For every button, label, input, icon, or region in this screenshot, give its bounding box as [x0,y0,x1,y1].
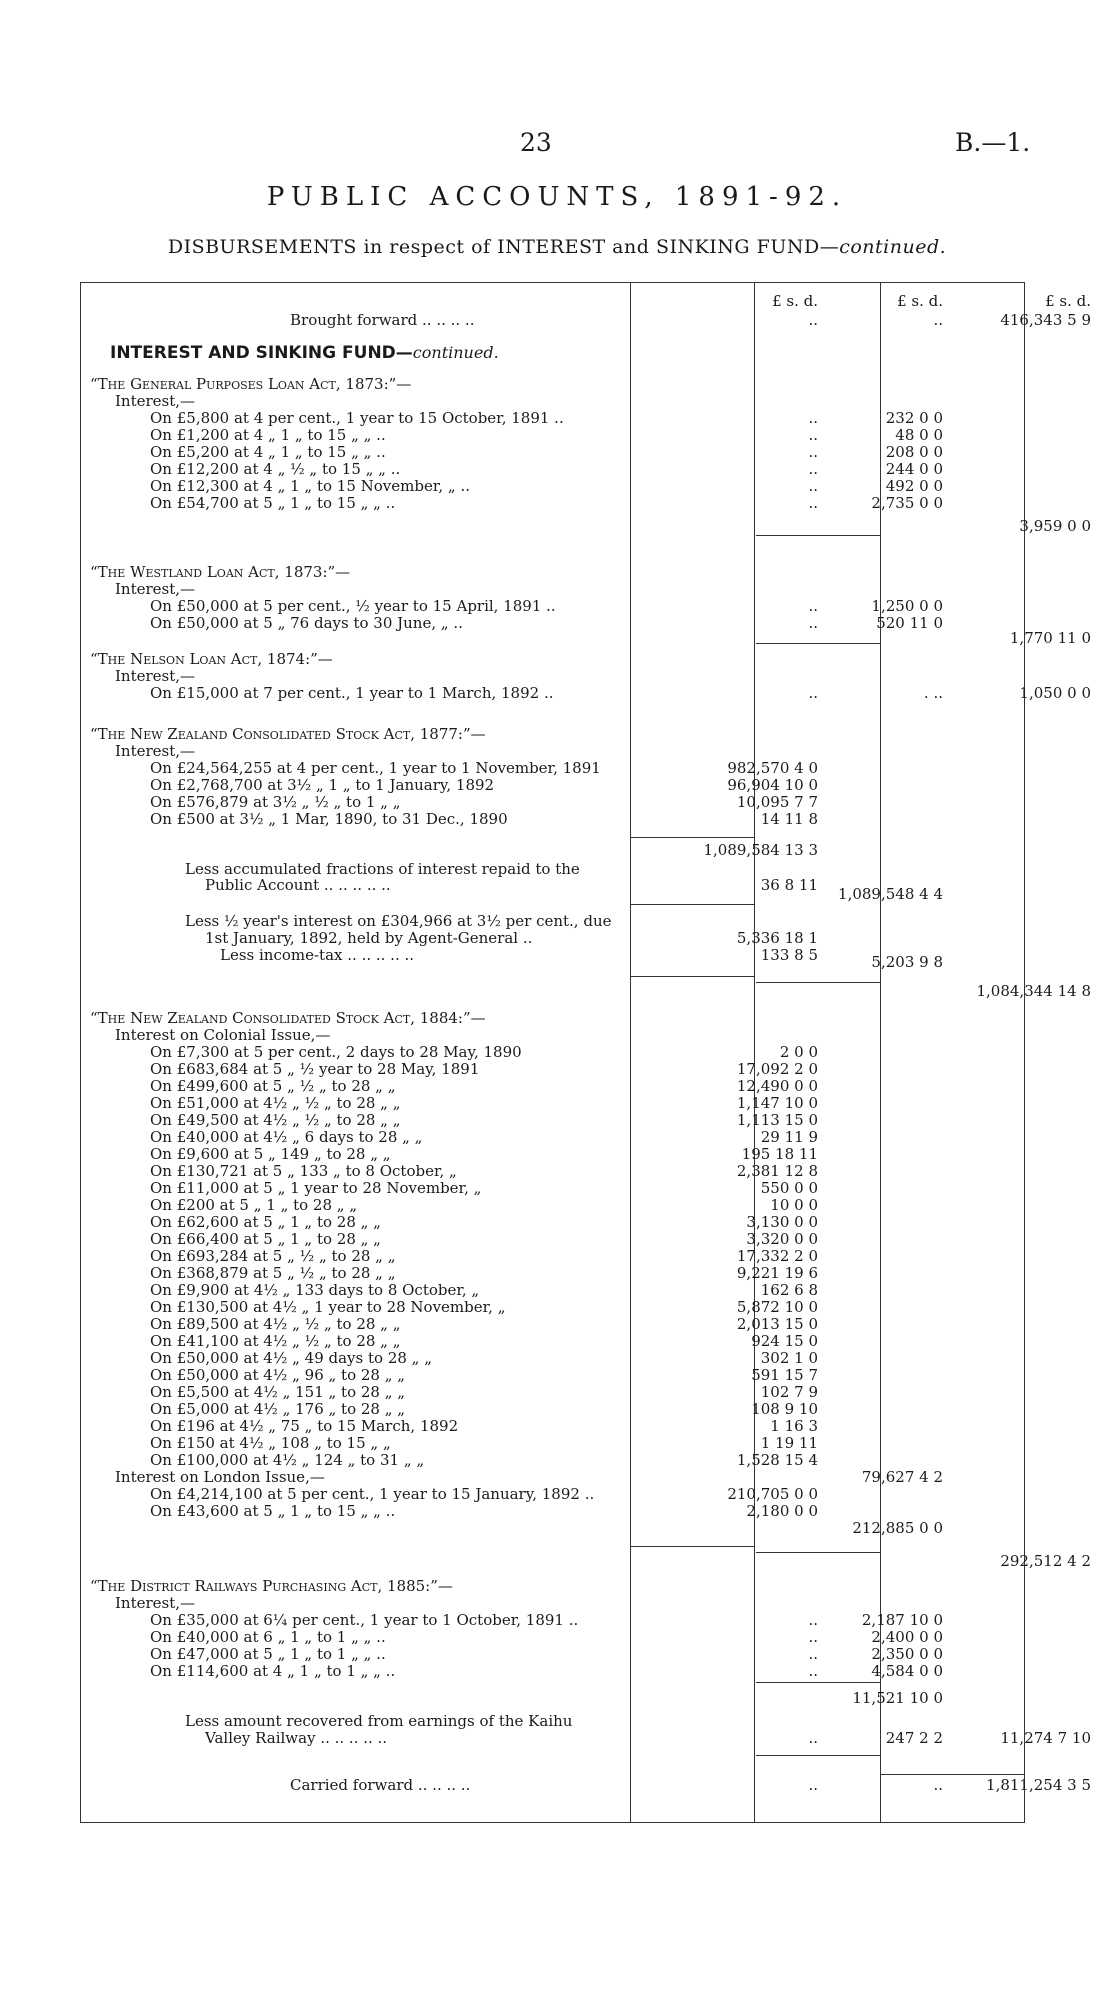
table-row [80,886,1100,903]
page-title: PUBLIC ACCOUNTS, 1891-92. [266,182,848,212]
table-row [80,1469,1100,1486]
row-description: On £12,300 at 4 „ 1 „ to 15 November, „ .. [150,477,470,495]
amount-column-1: 96,904 10 0 [727,776,818,794]
table-row [80,777,1100,794]
table-row [80,913,1100,930]
amount-column-1: .. [808,1729,818,1747]
amount-column-1: 550 0 0 [760,1179,818,1197]
amount-column-2: 1,250 0 0 [871,597,943,615]
table-row [80,1663,1100,1680]
table-row [80,1197,1100,1214]
table-row [80,726,1100,743]
subtotal-rule [881,1774,1024,1775]
amount-column-2: . .. [923,684,943,702]
table-row [80,743,1100,760]
page-subtitle [0,236,1114,258]
row-description: On £196 at 4½ „ 75 „ to 15 March, 1892 [150,1417,459,1435]
amount-column-1: 5,872 10 0 [736,1298,818,1316]
row-description: On £50,000 at 5 „ 76 days to 30 June, „ .. [150,614,463,632]
row-description: On £24,564,255 at 4 per cent., 1 year to 1 November, 1891 [150,759,601,777]
column-header-2: £ s. d. [897,292,943,310]
amount-column-2: .. [933,1776,943,1794]
row-description: Less ½ year's interest on £304,966 at 3½ per cent., due [185,912,612,930]
amount-column-2: 5,203 9 8 [871,953,943,971]
row-description: On £66,400 at 5 „ 1 „ to 28 „ „ [150,1230,381,1248]
table-row [80,518,1100,535]
table-row [80,651,1100,668]
row-description: Interest on London Issue,— [115,1468,325,1486]
row-description: On £683,684 at 5 „ ½ year to 28 May, 1891 [150,1060,480,1078]
table-row [80,1333,1100,1350]
amount-column-1: .. [808,409,818,427]
column-header-1: £ s. d. [772,292,818,310]
amount-column-3: 292,512 4 2 [1000,1552,1091,1570]
amount-column-1: .. [808,597,818,615]
row-description: On £41,100 at 4½ „ ½ „ to 28 „ „ [150,1332,401,1350]
amount-column-1: .. [808,1662,818,1680]
document-reference: B.—1. [955,128,1031,157]
table-row [80,1112,1100,1129]
table-row [80,1316,1100,1333]
row-description: Less accumulated fractions of interest repaid to the [185,860,580,878]
row-description: On £54,700 at 5 „ 1 „ to 15 „ „ .. [150,494,396,512]
row-description: On £4,214,100 at 5 per cent., 1 year to 15 January, 1892 .. [150,1485,595,1503]
amount-column-2: 4,584 0 0 [871,1662,943,1680]
table-row [80,393,1100,410]
row-description: On £130,721 at 5 „ 133 „ to 8 October, „ [150,1162,457,1180]
row-description: On £100,000 at 4½ „ 124 „ to 31 „ „ [150,1451,425,1469]
amount-column-2: 492 0 0 [885,477,943,495]
table-row [80,1282,1100,1299]
subtotal-rule [756,1755,880,1756]
row-description: 1st January, 1892, held by Agent-General .. [205,929,533,947]
amount-column-1: .. [808,684,818,702]
amount-column-1: .. [808,614,818,632]
act-heading: “The Westland Loan Act, 1873:”— [90,563,351,581]
row-description: On £43,600 at 5 „ 1 „ to 15 „ „ .. [150,1502,396,1520]
table-row [80,668,1100,685]
amount-column-1: 10,095 7 7 [736,793,818,811]
table-row [80,1299,1100,1316]
table-row [80,410,1100,427]
amount-column-2: 247 2 2 [885,1729,943,1747]
amount-column-3: 1,770 11 0 [1009,629,1091,647]
table-row [80,312,1100,329]
row-description: On £5,800 at 4 per cent., 1 year to 15 October, 1891 .. [150,409,564,427]
table-row [80,1629,1100,1646]
amount-column-1: 1 19 11 [760,1434,818,1452]
table-row [80,1180,1100,1197]
table-row [80,954,1100,971]
table-row [80,1265,1100,1282]
row-description: On £49,500 at 4½ „ ½ „ to 28 „ „ [150,1111,401,1129]
amount-column-2: 48 0 0 [895,426,943,444]
page-number: 23 [520,128,552,157]
amount-column-1: 210,705 0 0 [727,1485,818,1503]
table-row [80,1713,1100,1730]
row-description: On £5,000 at 4½ „ 176 „ to 28 „ „ [150,1400,406,1418]
table-row [80,1553,1100,1570]
row-description: On £1,200 at 4 „ 1 „ to 15 „ „ .. [150,426,386,444]
table-row [80,1690,1100,1707]
amount-column-1: 924 15 0 [751,1332,818,1350]
subtotal-rule [631,976,754,977]
amount-column-3: 1,084,344 14 8 [976,982,1091,1000]
row-description: Less income-tax .. .. .. .. .. [220,946,415,964]
row-description: On £2,768,700 at 3½ „ 1 „ to 1 January, 1892 [150,776,495,794]
table-row [80,1010,1100,1027]
amount-column-1: .. [808,311,818,329]
table-row [80,1646,1100,1663]
amount-column-2: 2,735 0 0 [871,494,943,512]
amount-column-1: 29 11 9 [760,1128,818,1146]
amount-column-2: 11,521 10 0 [852,1689,943,1707]
table-row [80,842,1100,859]
amount-column-1: .. [808,460,818,478]
table-row [80,1452,1100,1469]
row-description: Carried forward .. .. .. .. [290,1776,471,1794]
amount-column-1: 1,528 15 4 [736,1451,818,1469]
table-row [80,1248,1100,1265]
row-description: On £89,500 at 4½ „ ½ „ to 28 „ „ [150,1315,401,1333]
amount-column-1: .. [808,443,818,461]
act-heading: “The District Railways Purchasing Act, 1885:”— [90,1577,453,1595]
row-description: On £40,000 at 6 „ 1 „ to 1 „ „ .. [150,1628,386,1646]
amount-column-1: 1,113 15 0 [736,1111,818,1129]
amount-column-1: 2,013 15 0 [736,1315,818,1333]
amount-column-3: 3,959 0 0 [1019,517,1091,535]
act-heading: “The New Zealand Consolidated Stock Act, 1884:”— [90,1009,486,1027]
table-row [80,478,1100,495]
amount-column-1: 302 1 0 [760,1349,818,1367]
table-row [80,495,1100,512]
amount-column-1: 3,130 0 0 [746,1213,818,1231]
row-description: On £200 at 5 „ 1 „ to 28 „ „ [150,1196,358,1214]
row-description: Interest,— [115,1594,196,1612]
amount-column-3: 11,274 7 10 [1000,1729,1091,1747]
amount-column-1: 108 9 10 [751,1400,818,1418]
amount-column-1: 195 18 11 [741,1145,818,1163]
amount-column-3: 1,811,254 3 5 [986,1776,1091,1794]
row-description: On £7,300 at 5 per cent., 2 days to 28 May, 1890 [150,1043,522,1061]
amount-column-3: 1,050 0 0 [1019,684,1091,702]
amount-column-1: 3,320 0 0 [746,1230,818,1248]
row-description: On £114,600 at 4 „ 1 „ to 1 „ „ .. [150,1662,396,1680]
row-description: On £11,000 at 5 „ 1 year to 28 November, „ [150,1179,482,1197]
amount-column-1: .. [808,426,818,444]
amount-column-3: 416,343 5 9 [1000,311,1091,329]
row-description: On £15,000 at 7 per cent., 1 year to 1 March, 1892 .. [150,684,554,702]
subtotal-rule [631,904,754,905]
amount-column-1: 591 15 7 [751,1366,818,1384]
column-header-row [80,293,1100,310]
row-description: On £576,879 at 3½ „ ½ „ to 1 „ „ [150,793,401,811]
column-header-3: £ s. d. [1045,292,1091,310]
row-description: Brought forward .. .. .. .. [290,311,475,329]
table-row [80,760,1100,777]
row-description: Interest,— [115,392,196,410]
table-row [80,1595,1100,1612]
subtotal-rule [631,1546,754,1547]
table-row [80,1578,1100,1595]
amount-column-1: 12,490 0 0 [736,1077,818,1095]
amount-column-1: 982,570 4 0 [727,759,818,777]
row-description: On £9,900 at 4½ „ 133 days to 8 October, „ [150,1281,480,1299]
table-row [80,1612,1100,1629]
subtotal-rule [756,1682,880,1683]
row-description: On £368,879 at 5 „ ½ „ to 28 „ „ [150,1264,396,1282]
table-row [80,811,1100,828]
table-row [80,598,1100,615]
row-description: On £51,000 at 4½ „ ½ „ to 28 „ „ [150,1094,401,1112]
amount-column-2: 208 0 0 [885,443,943,461]
amount-column-1: .. [808,1776,818,1794]
row-description: On £499,600 at 5 „ ½ „ to 28 „ „ [150,1077,396,1095]
table-row [80,1350,1100,1367]
table-row [80,1384,1100,1401]
row-description: On £9,600 at 5 „ 149 „ to 28 „ „ [150,1145,391,1163]
amount-column-1: 10 0 0 [770,1196,818,1214]
table-row [80,1061,1100,1078]
amount-column-1: 1 16 3 [770,1417,818,1435]
amount-column-2: 2,400 0 0 [871,1628,943,1646]
row-description: Valley Railway .. .. .. .. .. [205,1729,388,1747]
row-description: On £47,000 at 5 „ 1 „ to 1 „ „ .. [150,1645,386,1663]
row-description: On £12,200 at 4 „ ½ „ to 15 „ „ .. [150,460,401,478]
amount-column-2: 79,627 4 2 [861,1468,943,1486]
table-top-border [80,282,1025,283]
section-heading-continued: continued. [412,343,499,362]
table-row [80,581,1100,598]
row-description: On £50,000 at 4½ „ 49 days to 28 „ „ [150,1349,432,1367]
table-row [80,564,1100,581]
section-heading: INTEREST AND SINKING FUND—continued. [110,343,499,363]
table-row [80,1777,1100,1794]
amount-column-1: 1,089,584 13 3 [703,841,818,859]
table-row [80,983,1100,1000]
row-description: On £40,000 at 4½ „ 6 days to 28 „ „ [150,1128,423,1146]
table-bottom-border [80,1822,1025,1823]
amount-column-2: 520 11 0 [876,614,943,632]
subtotal-rule [756,535,880,536]
amount-column-1: .. [808,1628,818,1646]
act-heading: “The New Zealand Consolidated Stock Act, 1877:”— [90,725,486,743]
row-description: Less amount recovered from earnings of the Kaihu [185,1712,573,1730]
row-description: On £693,284 at 5 „ ½ „ to 28 „ „ [150,1247,396,1265]
amount-column-1: 133 8 5 [760,946,818,964]
table-row [80,1486,1100,1503]
table-row [80,794,1100,811]
amount-column-1: .. [808,494,818,512]
row-description: Interest,— [115,667,196,685]
row-description: On £50,000 at 5 per cent., ½ year to 15 April, 1891 .. [150,597,556,615]
amount-column-1: 9,221 19 6 [736,1264,818,1282]
table-row [80,461,1100,478]
amount-column-2: 2,187 10 0 [861,1611,943,1629]
table-row [80,1163,1100,1180]
table-row [80,1095,1100,1112]
amount-column-2: 244 0 0 [885,460,943,478]
table-row [80,1231,1100,1248]
table-row [80,444,1100,461]
amount-column-1: 17,332 2 0 [736,1247,818,1265]
subtitle-continued: continued. [839,236,947,258]
table-row [80,427,1100,444]
amount-column-1: 14 11 8 [760,810,818,828]
table-row [80,344,1100,361]
amount-column-1: 5,336 18 1 [736,929,818,947]
table-row [80,1129,1100,1146]
amount-column-1: .. [808,477,818,495]
table-row [80,1027,1100,1044]
act-heading: “The General Purposes Loan Act, 1873:”— [90,375,412,393]
table-row [80,1078,1100,1095]
table-row [80,376,1100,393]
amount-column-1: 1,147 10 0 [736,1094,818,1112]
row-description: On £35,000 at 6¼ per cent., 1 year to 1 October, 1891 .. [150,1611,579,1629]
amount-column-2: .. [933,311,943,329]
row-description: On £50,000 at 4½ „ 96 „ to 28 „ „ [150,1366,406,1384]
table-row [80,1367,1100,1384]
amount-column-1: 36 8 11 [760,876,818,894]
amount-column-1: 2,381 12 8 [736,1162,818,1180]
table-row [80,930,1100,947]
table-row [80,1401,1100,1418]
amount-column-1: 2 0 0 [779,1043,818,1061]
amount-column-1: 17,092 2 0 [736,1060,818,1078]
row-description: On £5,500 at 4½ „ 151 „ to 28 „ „ [150,1383,406,1401]
amount-column-2: 212,885 0 0 [852,1519,943,1537]
table-row [80,1730,1100,1747]
amount-column-1: 2,180 0 0 [746,1502,818,1520]
table-row [80,630,1100,647]
amount-column-2: 232 0 0 [885,409,943,427]
table-row [80,1520,1100,1537]
table-row [80,1214,1100,1231]
row-description: Interest,— [115,580,196,598]
amount-column-1: .. [808,1645,818,1663]
table-row [80,1435,1100,1452]
row-description: Interest,— [115,742,196,760]
row-description: On £62,600 at 5 „ 1 „ to 28 „ „ [150,1213,381,1231]
act-heading: “The Nelson Loan Act, 1874:”— [90,650,333,668]
row-description: Interest on Colonial Issue,— [115,1026,331,1044]
row-description: On £5,200 at 4 „ 1 „ to 15 „ „ .. [150,443,386,461]
table-row [80,1503,1100,1520]
amount-column-2: 2,350 0 0 [871,1645,943,1663]
row-description: On £150 at 4½ „ 108 „ to 15 „ „ [150,1434,391,1452]
subtotal-rule [631,837,754,838]
amount-column-2: 1,089,548 4 4 [838,885,943,903]
amount-column-1: 162 6 8 [760,1281,818,1299]
amount-column-1: 102 7 9 [760,1383,818,1401]
table-row [80,1146,1100,1163]
amount-column-1: .. [808,1611,818,1629]
table-row [80,685,1100,702]
table-row [80,1418,1100,1435]
subtitle-main: DISBURSEMENTS in respect of INTEREST and SINKING FUND— [167,236,840,258]
row-description: Public Account .. .. .. .. .. [205,876,391,894]
row-description: On £500 at 3½ „ 1 Mar, 1890, to 31 Dec., 1890 [150,810,508,828]
row-description: On £130,500 at 4½ „ 1 year to 28 November, „ [150,1298,506,1316]
table-row [80,1044,1100,1061]
